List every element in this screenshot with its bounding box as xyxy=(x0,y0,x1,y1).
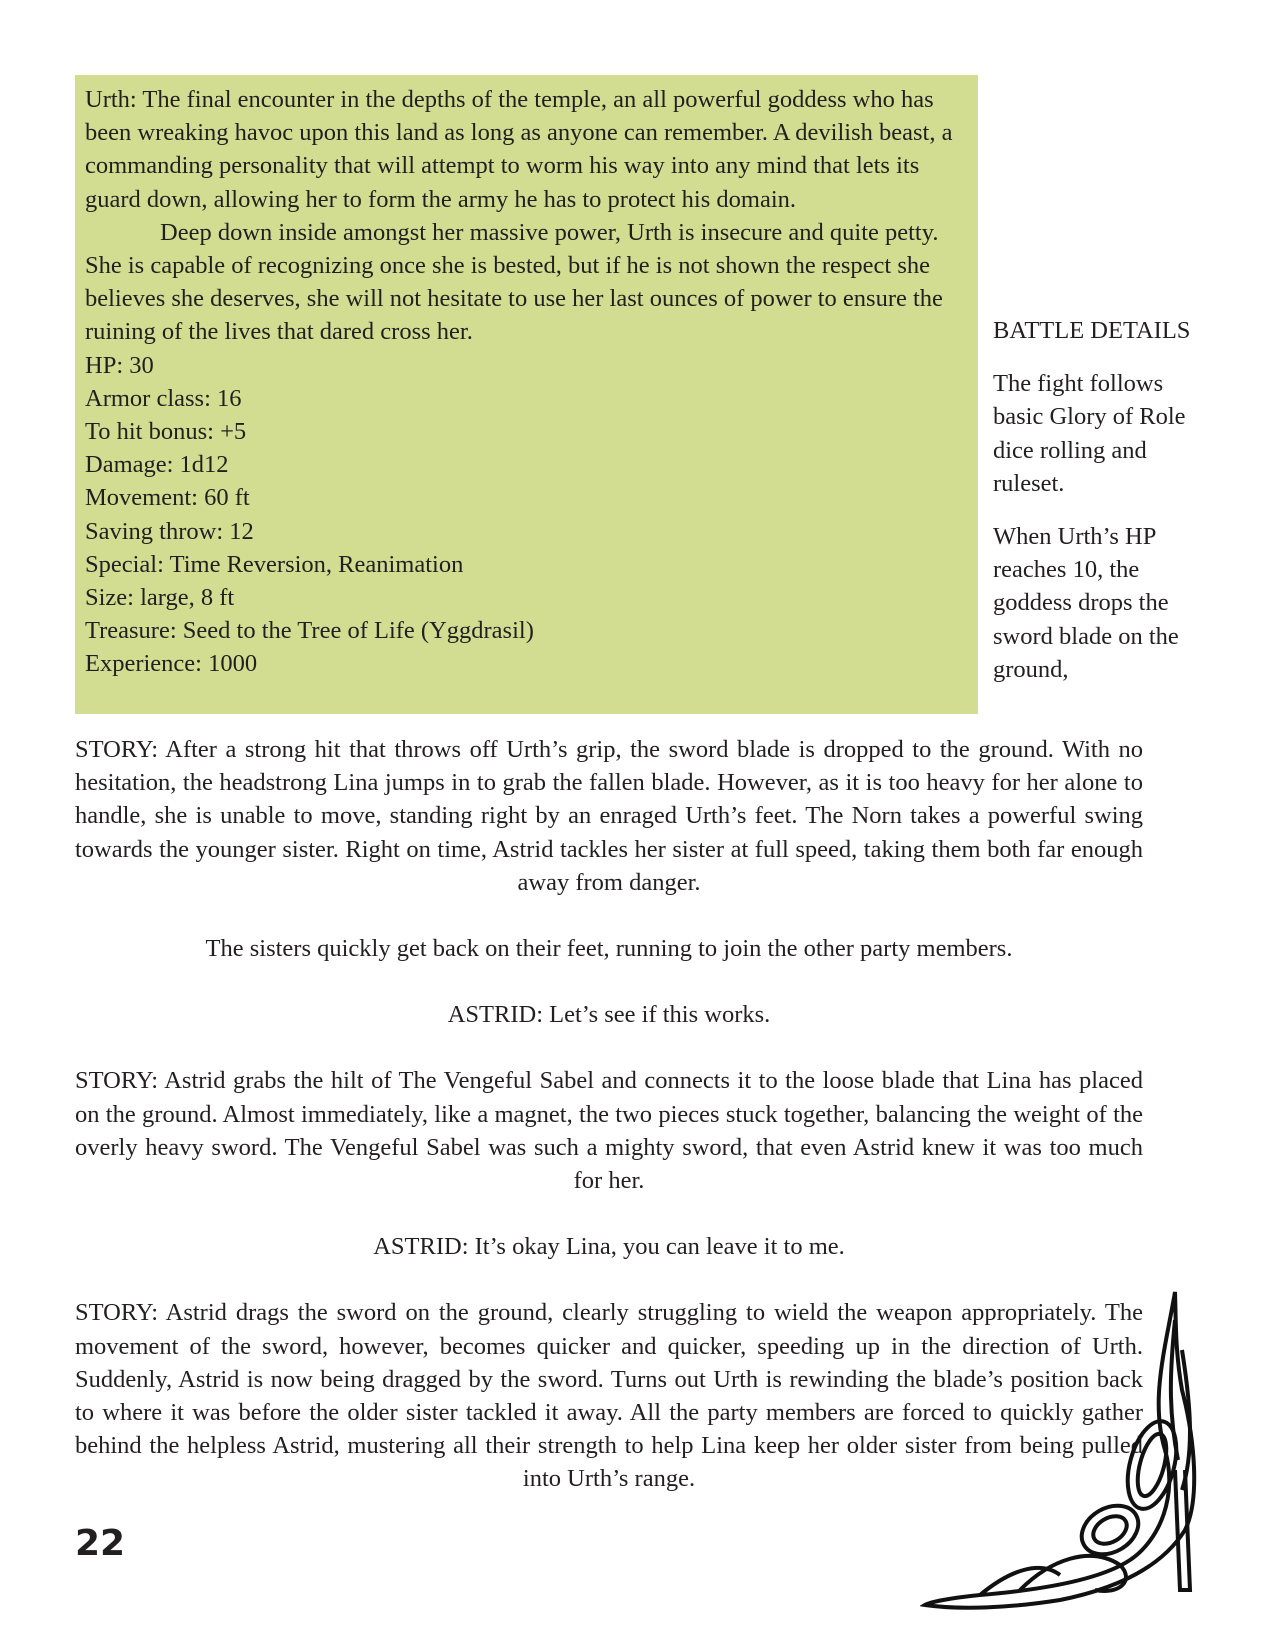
stat-to-hit: To hit bonus: +5 xyxy=(85,418,247,446)
stat-size: Size: large, 8 ft xyxy=(85,584,235,612)
stat-treasure: Treasure: Seed to the Tree of Life (Yggdrasil) xyxy=(85,617,534,645)
stat-armor-class: Armor class: 16 xyxy=(85,384,242,412)
sidebar-paragraph: The fight follows basic Glory of Role dice rolling and ruleset. xyxy=(993,370,1186,497)
monster-stat-block xyxy=(75,75,978,714)
stat-experience: Experience: 1000 xyxy=(85,650,258,678)
battle-details-sidebar xyxy=(993,314,1213,706)
sidebar-heading: BATTLE DETAILS xyxy=(993,317,1191,344)
stat-description: Urth: The final encounter in the depths of the temple, an all powerful goddess who has been wreaking havoc upon this land as long as anyone can remember. A devilish beast, a commanding personality that will attempt to worm his way into any mind that lets its guard down, allowing her to form the army he has to protect his domain. xyxy=(85,86,953,213)
stat-special: Special: Time Reversion, Reanimation xyxy=(85,550,464,578)
story-paragraph: STORY: Astrid grabs the hilt of The Vengeful Sabel and connects it to the loose blade that Lina has placed on the ground. Almost immediately, like a magnet, the two pieces stuck together, balancing the weight of the overly heavy sword. The Vengeful Sabel was such a mighty sword, that even Astrid knew it was too much for her. xyxy=(75,1067,1143,1195)
dialog-line: ASTRID: It’s okay Lina, you can leave it to me. xyxy=(373,1233,845,1261)
sidebar-paragraph: When Urth’s HP reaches 10, the goddess drops the sword blade on the ground, xyxy=(993,523,1179,683)
stat-description: Deep down inside amongst her massive power, Urth is insecure and quite petty. She is capable of recognizing once she is bested, but if he is not shown the respect she believes she deserves, she will not hesitate to use her last ounces of power to ensure the ruining of the lives that dared cross her. xyxy=(85,218,943,346)
page-number: 22 xyxy=(75,1523,126,1564)
stat-hp: HP: 30 xyxy=(85,351,154,379)
celtic-knot-corner-ornament xyxy=(920,1290,1205,1610)
story-paragraph: STORY: Astrid drags the sword on the ground, clearly struggling to wield the weapon appropriately. The movement of the sword, however, becomes quicker and quicker, speeding up in the direction of Urth. Suddenly, Astrid is now being dragged by the sword. Turns out Urth is rewinding the blade’s position back to where it was before the older sister tackled it away. All the party members are forced to quickly gather behind the helpless Astrid, mustering all their strength to help Lina keep her older sister from being pulled into Urth’s range. xyxy=(75,1299,1143,1493)
stat-damage: Damage: 1d12 xyxy=(85,451,229,479)
stat-movement: Movement: 60 ft xyxy=(85,484,250,512)
dialog-line: ASTRID: Let’s see if this works. xyxy=(447,1001,771,1029)
story-paragraph: The sisters quickly get back on their feet, running to join the other party members. xyxy=(205,935,1013,963)
stat-saving-throw: Saving throw: 12 xyxy=(85,517,254,545)
story-paragraph: STORY: After a strong hit that throws off Urth’s grip, the sword blade is dropped to the ground. With no hesitation, the headstrong Lina jumps in to grab the fallen blade. However, as it is too heavy for her alone to handle, she is unable to move, standing right by an enraged Urth’s feet. The Norn takes a powerful swing towards the younger sister. Right on time, Astrid tackles her sister at full speed, taking them both far enough away from danger. xyxy=(75,736,1143,896)
